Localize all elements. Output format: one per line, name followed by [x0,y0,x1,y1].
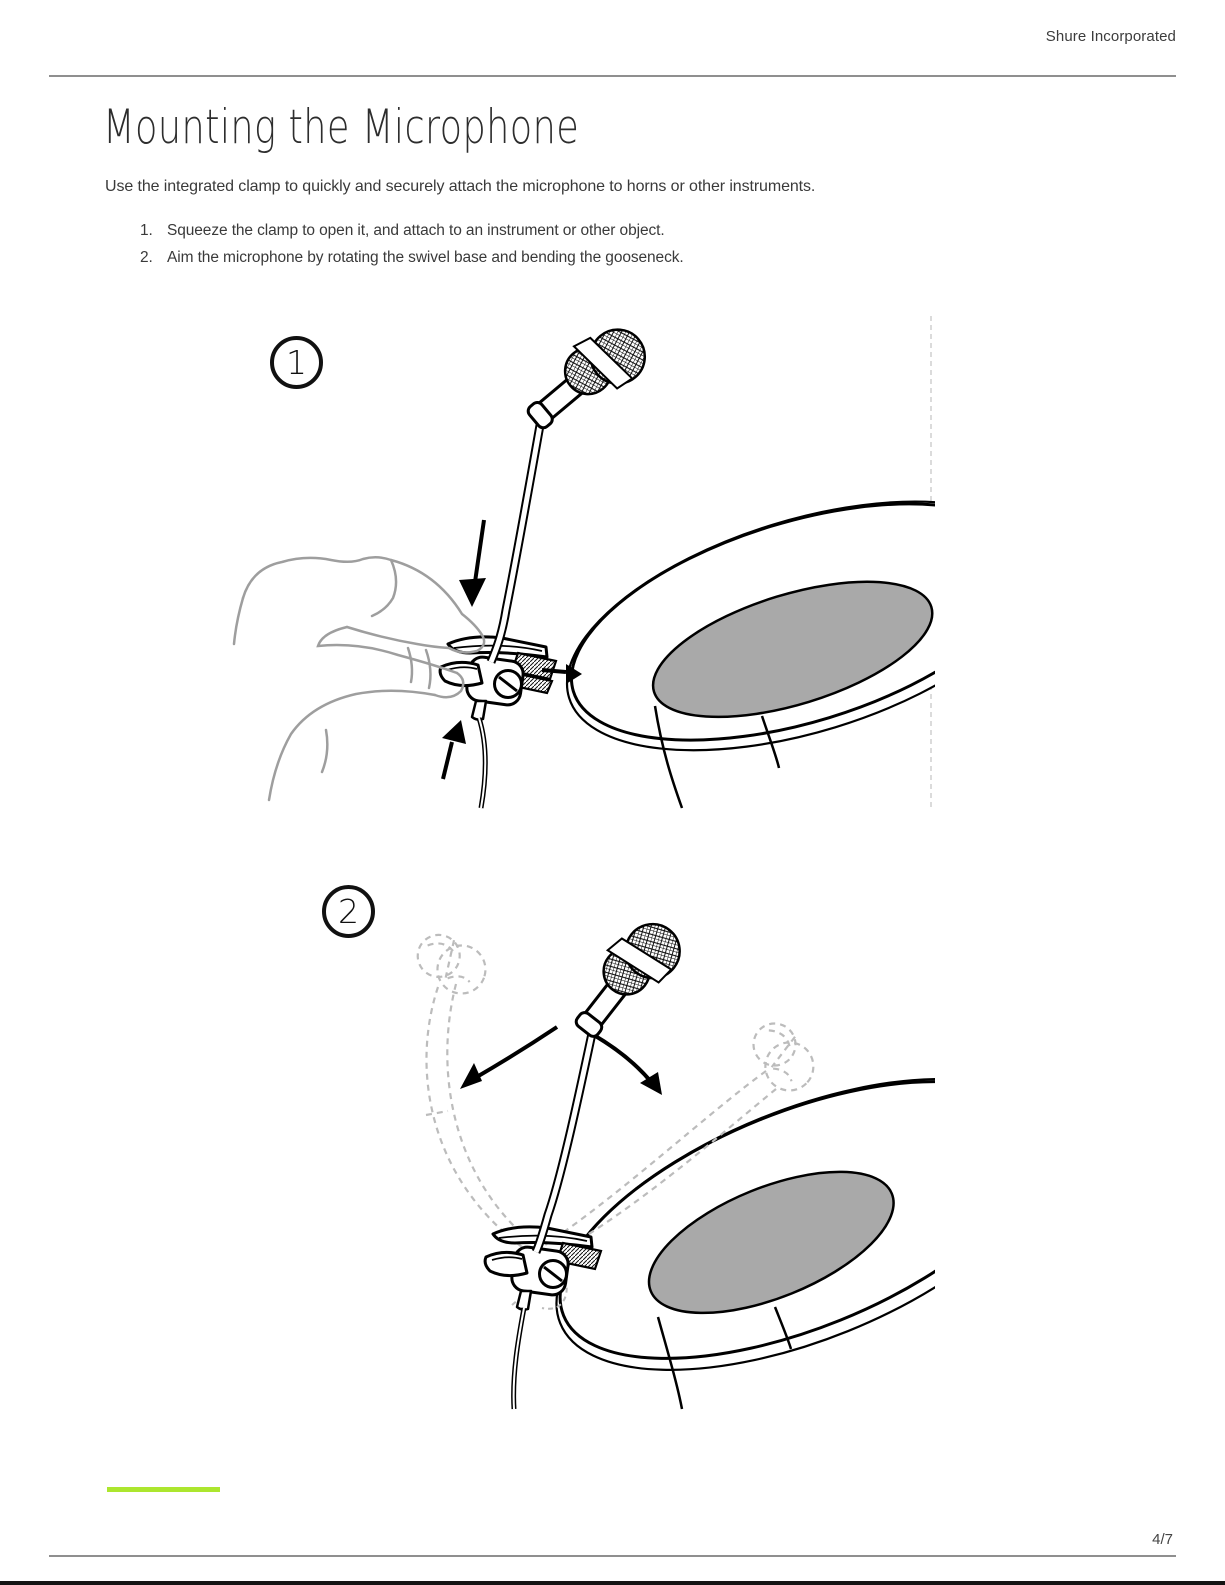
header-company-name: Shure Incorporated [1045,28,1176,45]
figure-1-illustration [230,310,935,810]
horn-bell [538,453,935,800]
figure-2-illustration [230,875,935,1410]
figure-1-number-badge: 1 [270,336,323,389]
figure-2-number-badge: 2 [322,885,375,938]
figure-1 [230,310,935,810]
figure-2 [230,875,935,1410]
swivel-arrow-left [460,1027,557,1089]
gooseneck [536,1024,594,1252]
swivel-arrow-right [592,1034,662,1095]
step-number: 2. [140,248,153,266]
footer-accent-line [107,1487,220,1492]
footer-rule [49,1555,1176,1557]
page-title: Mounting the Microphone [103,100,580,155]
step-text: Aim the microphone by rotating the swivel base and bending the gooseneck. [167,248,684,266]
step-item-2 [140,248,920,267]
microphone-head [560,908,691,1051]
page-number: 4/7 [1152,1531,1173,1548]
steps-list [140,221,920,274]
page-bottom-border [0,1581,1225,1585]
arrow-down [459,520,486,607]
intro-paragraph: Use the integrated clamp to quickly and securely attach the microphone to horns or other instruments. [105,178,816,195]
gooseneck [491,414,542,662]
arrow-up [442,720,466,779]
cable [514,1308,524,1409]
ghost-mic-left [409,929,530,1247]
cable [479,718,485,808]
header-rule [49,75,1176,77]
microphone-head [514,312,656,445]
step-number: 1. [140,222,153,239]
step-text: Squeeze the clamp to open it, and attach to an instrument or other object. [167,222,665,239]
step-item-1 [140,221,920,240]
